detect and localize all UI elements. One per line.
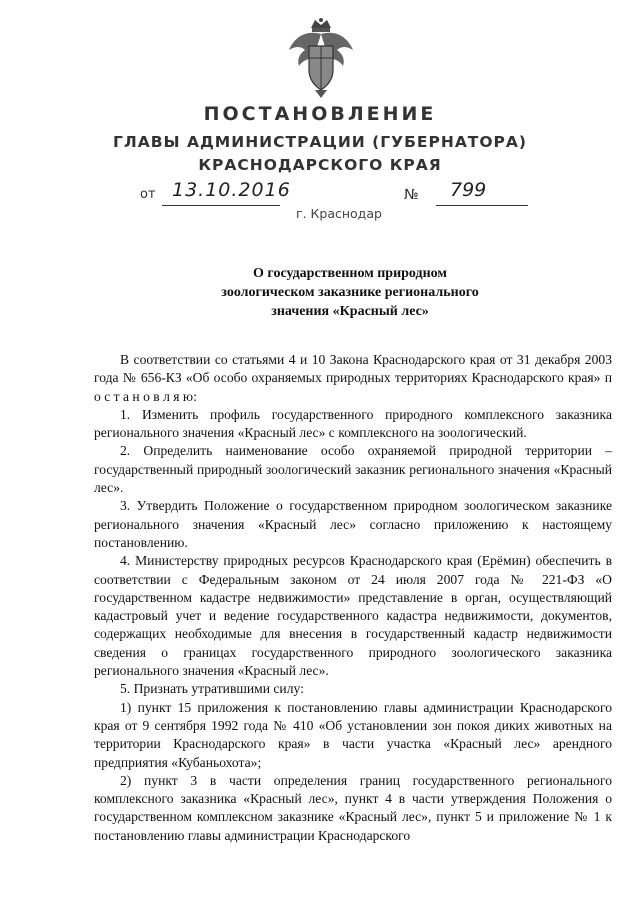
paragraph-item-5: 5. Признать утратившими силу: [120,681,304,697]
coat-of-arms-emblem [285,16,357,98]
date-label: от [140,187,156,202]
paragraph-item-3: 3. Утвердить Положение о государственном природном зоологическом заказнике регионального значения «Красный лес» согласно приложению к настоящему постановлению. [94,498,612,550]
title-line: О государственном природном [253,266,447,281]
paragraph-subitem-1: 1) пункт 15 приложения к постановлению главы администрации Краснодарского края от 9 сентября 1992 года № 410 «Об установлении зон покоя диких животных на территории Краснодарского края» в части участка «Красный лес» арендного предприятия «Кубаньохота»; [94,699,612,770]
date-underline [162,205,280,206]
paragraph-item-4: 4. Министерству природных ресурсов Краснодарского края (Ерёмин) обеспечить в соответствии с Федеральным законом от 24 июля 2007 года № 221-ФЗ «О государственном кадастре недвижимости» представление в орган, осуществляющий кадастровый учет и ведение государственного кадастра недвижимости, документов, содержащих необходимые для внесения в государственный кадастр недвижимости сведения о границах государственного природного зоологического заказника регионального значения «Красный лес». [94,553,612,679]
document-type-heading: ПОСТАНОВЛЕНИЕ [203,103,437,125]
document-body [94,351,612,845]
issuing-authority-heading: ГЛАВЫ АДМИНИСТРАЦИИ (ГУБЕРНАТОРА) [112,133,527,151]
document-title [180,264,520,321]
number-label: № [404,187,419,203]
title-line: значения «Красный лес» [271,304,429,319]
paragraph-subitem-2: 2) пункт 3 в части определения границ государственного регионального комплексного заказника «Красный лес», пункт 4 в части утверждения Положения о государственном комплексном заказнике «Красный лес», пункт 5 и приложение № 1 к постановлению главы администрации Краснодарского [94,772,612,843]
paragraph-preamble: В соответствии со статьями 4 и 10 Закона Краснодарского края от 31 декабря 2003 года № 656-КЗ «Об особо охраняемых природных территориях Краснодарского края» п о с т а н о в л я ю: [94,352,612,404]
title-line: зоологическом заказнике регионального [221,285,479,300]
region-heading: КРАСНОДАРСКОГО КРАЯ [198,156,442,174]
date-value: 13.10.2016 [172,179,291,201]
number-value: 799 [450,179,487,201]
paragraph-item-1: 1. Изменить профиль государственного природного комплексного заказника регионального значения «Красный лес» с комплексного на зоологический. [94,406,612,441]
number-underline [436,205,528,206]
paragraph-item-2: 2. Определить наименование особо охраняемой природной территории – государственный природный зоологический заказник регионального значения «Красный лес». [94,443,612,496]
city-label: г. Краснодар [296,206,382,221]
